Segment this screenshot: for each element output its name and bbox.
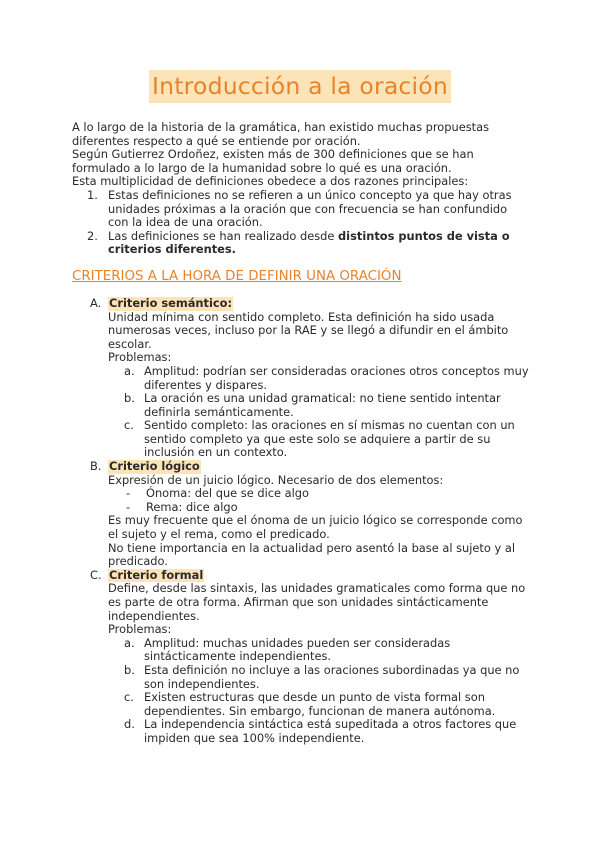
list-item-text: Rema: dice algo bbox=[146, 499, 238, 514]
list-item bbox=[108, 637, 530, 664]
criterion-description: Define, desde las sintaxis, las unidades gramaticales como forma que no es parte de otra forma. Afirman que son unidades sintácticamente independientes. bbox=[108, 581, 526, 623]
list-item bbox=[72, 230, 530, 257]
list-item-text: Sentido completo: las oraciones en sí mismas no cuentan con un sentido completo ya que este solo se adquiere a partir de su inclusión en un contexto. bbox=[144, 418, 515, 460]
section-heading: CRITERIOS A LA HORA DE DEFINIR UNA ORACIÓN bbox=[72, 268, 402, 284]
list-letter: a. bbox=[124, 635, 135, 650]
problems-label: Problemas: bbox=[108, 350, 172, 365]
criterion-note: Es muy frecuente que el ónoma de un juicio lógico se corresponde como el sujeto y el rema, como el predicado. bbox=[108, 513, 523, 542]
list-item-text: Existen estructuras que desde un punto de vista formal son dependientes. Sin embargo, funcionan de manera autónoma. bbox=[144, 690, 496, 718]
list-item bbox=[108, 365, 530, 392]
reasons-list bbox=[72, 189, 530, 257]
criterion-letter: B. bbox=[90, 459, 102, 474]
criterion-logic bbox=[72, 460, 530, 569]
page-title: Introducción a la oración bbox=[149, 70, 451, 103]
elements-list bbox=[108, 487, 530, 514]
criterion-letter: A. bbox=[90, 295, 102, 310]
list-item-text: Las definiciones se han realizado desde bbox=[108, 228, 339, 243]
criterion-formal bbox=[72, 569, 530, 746]
list-item bbox=[108, 664, 530, 691]
list-letter: b. bbox=[124, 391, 135, 406]
list-item bbox=[108, 691, 530, 718]
list-item bbox=[108, 392, 530, 419]
list-item-text: Amplitud: podrían ser consideradas oraciones otros conceptos muy diferentes y dispares. bbox=[144, 363, 529, 392]
list-item-text: La independencia sintáctica está supeditada a otros factores que impiden que sea 100% independiente. bbox=[144, 717, 517, 745]
list-item bbox=[108, 487, 530, 501]
list-item-text: Estas definiciones no se refieren a un único concepto ya que hay otras unidades próximas a la oración que con frecuencia se han confundido con la idea de una oración. bbox=[108, 187, 512, 230]
criterion-title: Criterio semántico: bbox=[109, 295, 233, 310]
criterion-description: Expresión de un juicio lógico. Necesario de dos elementos: bbox=[108, 472, 444, 487]
list-dash: - bbox=[126, 499, 131, 514]
criterion-semantic bbox=[72, 297, 530, 460]
criterion-letter: C. bbox=[90, 567, 102, 582]
list-item-text: La oración es una unidad gramatical: no tiene sentido intentar definirla semánticamente. bbox=[144, 391, 501, 419]
criterion-title: Criterio formal bbox=[109, 567, 204, 582]
list-item-text: Amplitud: muchas unidades pueden ser consideradas sintácticamente independientes. bbox=[144, 635, 451, 664]
list-item bbox=[108, 501, 530, 515]
list-item bbox=[72, 189, 530, 230]
intro-paragraph-1: A lo largo de la historia de la gramática, han existido muchas propuestas diferentes respecto a qué se entiende por oración. bbox=[72, 120, 490, 148]
title-wrap bbox=[0, 70, 600, 103]
list-number: 2. bbox=[87, 228, 98, 243]
list-letter: a. bbox=[124, 363, 135, 378]
list-letter: c. bbox=[124, 418, 134, 433]
criterion-note: No tiene importancia en la actualidad pero asentó la base al sujeto y al predicado. bbox=[108, 540, 515, 569]
problems-list bbox=[108, 365, 530, 460]
document-content bbox=[72, 121, 530, 746]
list-letter: c. bbox=[124, 690, 134, 705]
intro-paragraph-2: Según Gutierrez Ordoñez, existen más de 300 definiciones que se han formulado a lo largo de la humanidad sobre lo qué es una oración. bbox=[72, 147, 474, 175]
criterion-title: Criterio lógico bbox=[109, 459, 200, 474]
list-item bbox=[108, 419, 530, 460]
list-item-text: Esta definición no incluye a las oraciones subordinadas ya que no son independientes. bbox=[144, 662, 520, 691]
intro-paragraph-3: Esta multiplicidad de definiciones obedece a dos razones principales: bbox=[72, 174, 469, 189]
problems-list bbox=[108, 637, 530, 746]
list-number: 1. bbox=[87, 187, 98, 202]
criterion-description: Unidad mínima con sentido completo. Esta definición ha sido usada numerosas veces, incluso por la RAE y se llegó a difundir en el ámbito escolar. bbox=[108, 309, 509, 351]
list-item-bold-text: distintos puntos de vista o criterios diferentes. bbox=[108, 228, 510, 257]
list-letter: b. bbox=[124, 662, 135, 677]
problems-label: Problemas: bbox=[108, 622, 172, 637]
list-dash: - bbox=[126, 486, 131, 501]
list-item-text: Ónoma: del que se dice algo bbox=[146, 486, 309, 501]
list-letter: d. bbox=[124, 717, 135, 732]
list-item bbox=[108, 718, 530, 745]
